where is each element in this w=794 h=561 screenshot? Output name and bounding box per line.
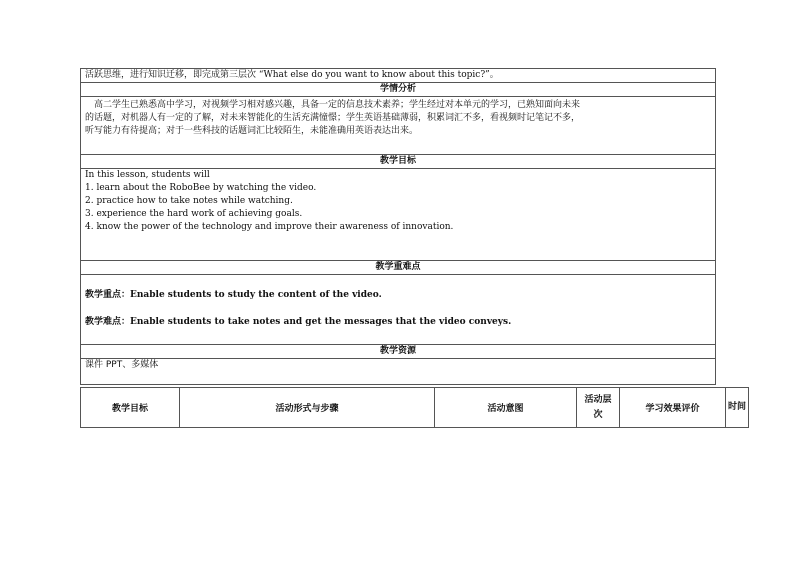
analysis-body xyxy=(81,97,715,155)
objective-line: 2. practice how to take notes while watching. xyxy=(85,196,293,206)
analysis-line: 听写能力有待提高；对于一些科技的话题词汇比较陌生，未能准确用英语表达出来。 xyxy=(85,126,419,136)
objective-line: 4. know the power of the technology and improve their awareness of innovation. xyxy=(85,222,454,232)
teaching-focus: 教学重点：Enable students to study the content of the video. xyxy=(85,290,382,300)
col-evaluation: 学习效果评价 xyxy=(620,388,726,427)
col-activity-intent: 活动意图 xyxy=(435,388,577,427)
resources-body: 课件 PPT、多媒体 xyxy=(81,359,715,385)
col-objectives: 教学目标 xyxy=(81,388,180,427)
col-time: 时间 xyxy=(728,402,747,412)
objective-line: 1. learn about the RoboBee by watching the video. xyxy=(85,183,317,193)
col-activity-level: 活动层次 xyxy=(577,388,620,427)
resources-header: 教学资源 xyxy=(81,345,715,359)
teaching-difficulty: 教学难点：Enable students to take notes and get the messages that the video conveys. xyxy=(85,317,512,327)
activity-table-header xyxy=(80,387,749,428)
analysis-line: 的话题，对机器人有一定的了解，对未来智能化的生活充满憧憬；学生英语基础薄弱，积累词汇不多，看视频时记笔记不多， xyxy=(85,113,581,123)
lesson-plan-table xyxy=(80,68,716,385)
key-points-header: 教学重难点 xyxy=(81,261,715,275)
intro-line: 活跃思维，进行知识迁移，即完成第三层次 “What else do you want to know about this topic?”。 xyxy=(81,69,715,83)
objective-line: 3. experience the hard work of achieving goals. xyxy=(85,209,303,219)
key-points-body xyxy=(81,275,715,345)
objectives-header: 教学目标 xyxy=(81,155,715,169)
col-activity-steps: 活动形式与步骤 xyxy=(180,388,435,427)
objective-line: In this lesson, students will xyxy=(85,170,210,180)
analysis-header: 学情分析 xyxy=(81,83,715,97)
analysis-line: 高二学生已熟悉高中学习，对视频学习相对感兴趣，具备一定的信息技术素养；学生经过对本单元的学习，已熟知面向未来 xyxy=(94,100,581,110)
objectives-body xyxy=(81,169,715,261)
